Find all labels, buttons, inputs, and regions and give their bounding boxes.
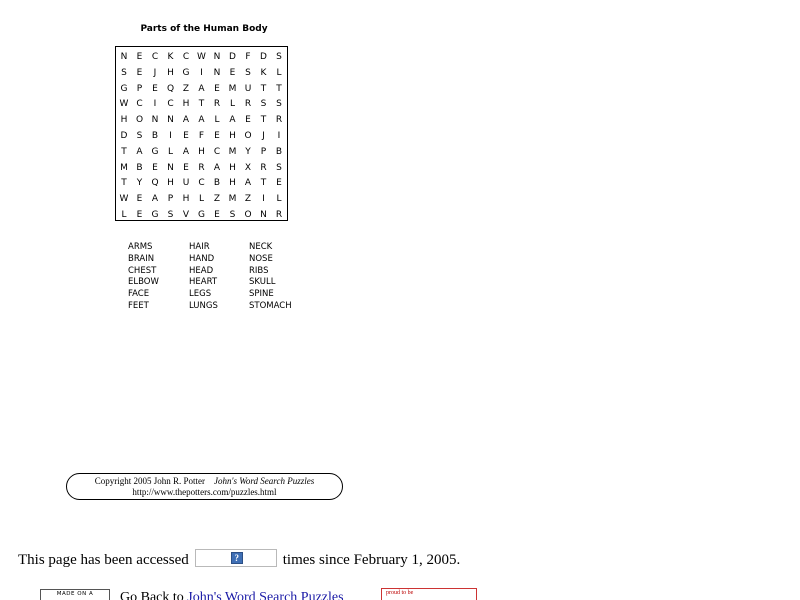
grid-letter: E xyxy=(214,210,220,220)
grid-letter: W xyxy=(197,52,206,62)
grid-letter: L xyxy=(276,67,282,78)
grid-letter: T xyxy=(260,178,267,189)
grid-letter: A xyxy=(136,146,143,157)
grid-letter: A xyxy=(182,115,190,126)
grid-letter: N xyxy=(213,67,221,78)
grid-letter: X xyxy=(244,162,252,173)
grid-letter: U xyxy=(244,83,252,94)
word-list-item: HAIR xyxy=(189,242,210,252)
grid-letter: E xyxy=(214,83,220,94)
grid-letter: C xyxy=(213,146,221,157)
word-list-item: LUNGS xyxy=(189,301,218,311)
access-suffix: times since February 1, 2005. xyxy=(282,551,461,568)
grid-letter: M xyxy=(228,83,237,94)
grid-letter: S xyxy=(245,67,251,78)
grid-letter: E xyxy=(136,67,143,78)
word-list-item: LEGS xyxy=(189,289,212,300)
grid-letter: C xyxy=(182,52,190,62)
grid-letter: L xyxy=(214,115,220,126)
grid-letter: U xyxy=(182,178,190,189)
grid-letter: T xyxy=(260,83,267,94)
grid-letter: P xyxy=(260,146,267,157)
grid-letter: H xyxy=(229,131,236,141)
grid-letter: H xyxy=(167,67,174,78)
grid-letter: L xyxy=(229,99,235,110)
grid-letter: S xyxy=(276,162,282,173)
grid-letter: H xyxy=(182,194,190,205)
grid-letter: F xyxy=(198,131,205,141)
grid-letter: S xyxy=(260,99,267,110)
grid-letter: C xyxy=(151,52,159,62)
grid-letter: I xyxy=(200,67,203,78)
grid-letter: A xyxy=(198,83,205,94)
word-list-item: NOSE xyxy=(249,253,273,264)
grid-letter: E xyxy=(229,67,236,78)
grid-letter: G xyxy=(151,210,159,220)
word-list-item: NECK xyxy=(249,242,273,252)
grid-letter: S xyxy=(276,99,282,110)
grid-letter: Y xyxy=(245,146,251,157)
grid-letter: M xyxy=(120,162,128,173)
hit-counter-box xyxy=(195,549,277,567)
made-on-a-mac-logo[interactable]: MADE ON A xyxy=(40,589,110,600)
grid-letter: H xyxy=(229,162,236,173)
grid-letter: K xyxy=(167,52,174,62)
grid-letter: R xyxy=(275,115,283,126)
grid-letter: G xyxy=(182,67,190,78)
word-list-item: RIBS xyxy=(249,265,269,276)
grid-letter: P xyxy=(136,83,143,94)
grid-letter: H xyxy=(198,146,205,157)
proud-badge[interactable]: proud to be xyxy=(381,588,477,600)
grid-letter: H xyxy=(120,115,128,126)
grid-letter: T xyxy=(260,115,267,126)
grid-letter: V xyxy=(182,210,190,220)
grid-letter: Z xyxy=(182,83,190,94)
go-back-line xyxy=(120,590,344,600)
grid-letter: E xyxy=(245,115,251,126)
grid-letter: O xyxy=(135,115,144,126)
grid-letter: F xyxy=(245,52,251,62)
grid-letter: E xyxy=(214,131,220,141)
word-list-item: ELBOW xyxy=(128,277,159,288)
grid-letter: G xyxy=(151,146,159,157)
grid-letter: A xyxy=(151,194,159,205)
copyright-text: Copyright 2005 John R. Potter xyxy=(94,476,206,486)
grid-letter: H xyxy=(229,178,236,189)
grid-letter: M xyxy=(228,194,237,205)
grid-letter: T xyxy=(198,99,205,110)
grid-letter: C xyxy=(198,178,205,189)
word-list-item: SPINE xyxy=(249,289,274,300)
grid-letter: R xyxy=(275,210,283,220)
grid-letter: E xyxy=(183,131,189,141)
grid-letter: D xyxy=(229,52,236,62)
word-list-item: SKULL xyxy=(249,277,276,288)
counter-placeholder-icon: ? xyxy=(231,552,243,564)
grid-letter: A xyxy=(198,115,205,126)
word-list-item: HEART xyxy=(189,277,218,288)
grid-letter: G xyxy=(198,210,205,220)
grid-letter: S xyxy=(229,210,236,220)
copyright-site-name: John's Word Search Puzzles xyxy=(214,476,315,486)
grid-letter: J xyxy=(262,131,265,141)
grid-letter: N xyxy=(260,210,267,220)
grid-letter: N xyxy=(151,115,159,126)
access-counter-line xyxy=(18,550,460,570)
grid-letter: E xyxy=(136,52,143,62)
grid-letter: B xyxy=(213,178,221,189)
grid-letter: O xyxy=(244,131,252,141)
go-back-link[interactable]: John's Word Search Puzzles xyxy=(187,590,344,600)
grid-letter: I xyxy=(262,194,265,205)
grid-letter: N xyxy=(167,115,174,126)
word-list-item: HAND xyxy=(189,253,215,264)
grid-letter: B xyxy=(151,131,159,141)
grid-letter: S xyxy=(136,131,143,141)
word-list-item: FEET xyxy=(128,301,149,311)
copyright-box xyxy=(66,473,343,500)
grid-letter: R xyxy=(198,162,205,173)
grid-letter: L xyxy=(167,146,173,157)
grid-letter: E xyxy=(183,162,189,173)
grid-letter: R xyxy=(260,162,267,173)
grid-letter: L xyxy=(198,194,204,205)
grid-letter: I xyxy=(153,99,157,110)
grid-letter: S xyxy=(167,210,174,220)
grid-letter: L xyxy=(121,210,127,220)
grid-letter: R xyxy=(244,99,252,110)
grid-letter: J xyxy=(153,67,157,78)
grid-letter: T xyxy=(121,178,127,189)
grid-letter: R xyxy=(213,99,221,110)
grid-letter: N xyxy=(120,52,128,62)
grid-letter: Q xyxy=(166,83,175,94)
grid-letter: S xyxy=(121,67,127,78)
word-list-item: ARMS xyxy=(128,242,153,252)
grid-letter: E xyxy=(136,210,143,220)
grid-letter: Z xyxy=(213,194,221,205)
grid-letter: T xyxy=(276,83,282,94)
grid-letter: S xyxy=(276,52,282,62)
grid-letter: N xyxy=(213,52,221,62)
grid-letter: I xyxy=(169,131,172,141)
grid-letter: B xyxy=(275,146,283,157)
grid-letter: Y xyxy=(136,178,143,189)
grid-letter: Z xyxy=(244,194,252,205)
word-list-item: CHEST xyxy=(128,265,157,276)
grid-letter: D xyxy=(260,52,267,62)
grid-letter: A xyxy=(182,146,190,157)
grid-letter: G xyxy=(120,83,128,94)
grid-letter: W xyxy=(119,194,129,205)
grid-letter: O xyxy=(244,210,252,220)
grid-letter: C xyxy=(167,99,174,110)
grid-letter: K xyxy=(260,67,267,78)
grid-letter: M xyxy=(228,146,237,157)
word-list-item: BRAIN xyxy=(128,253,155,264)
word-list-item: HEAD xyxy=(189,265,214,276)
word-list-item: STOMACH xyxy=(249,301,292,311)
grid-letter: T xyxy=(121,146,127,157)
grid-letter: E xyxy=(276,178,282,189)
word-search-grid xyxy=(115,46,288,221)
grid-letter: E xyxy=(152,83,158,94)
grid-letter: C xyxy=(136,99,143,110)
copyright-url: http://www.thepotters.com/puzzles.html xyxy=(132,487,277,497)
grid-letter: A xyxy=(213,162,221,173)
grid-letter: I xyxy=(277,131,281,141)
grid-letter: H xyxy=(167,178,174,189)
grid-letter: H xyxy=(182,99,190,110)
grid-letter: N xyxy=(167,162,174,173)
grid-letter: L xyxy=(276,194,282,205)
grid-letter: A xyxy=(229,115,236,126)
grid-letter: B xyxy=(136,162,143,173)
grid-letter: P xyxy=(167,194,174,205)
grid-letter: D xyxy=(120,131,128,141)
grid-letter: Q xyxy=(151,178,159,189)
go-back-prefix: Go Back to xyxy=(120,590,184,600)
grid-letter: A xyxy=(244,178,252,189)
grid-letter: E xyxy=(136,194,143,205)
access-prefix: This page has been accessed xyxy=(18,551,189,568)
grid-letter: W xyxy=(119,99,129,110)
grid-letter: E xyxy=(152,162,158,173)
word-list-item: FACE xyxy=(128,289,150,300)
puzzle-title: Parts of the Human Body xyxy=(140,24,268,34)
